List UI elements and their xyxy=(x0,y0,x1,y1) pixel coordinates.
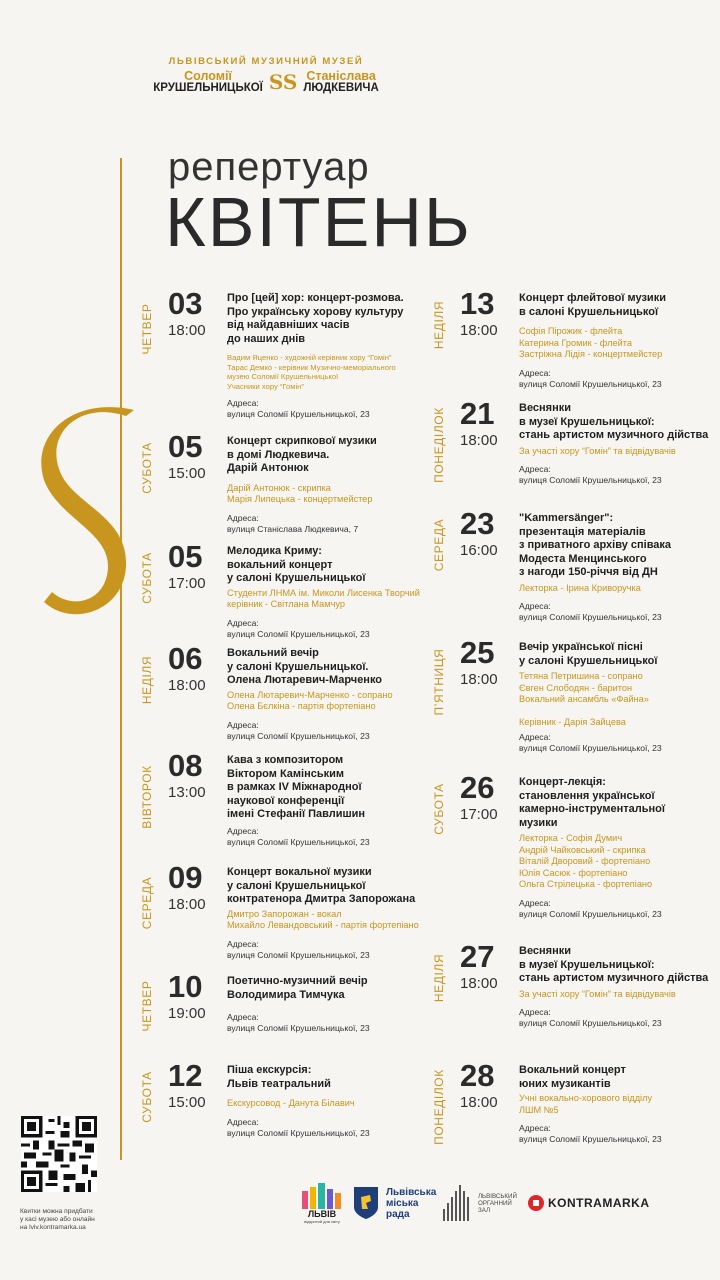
event-weekday: НЕДІЛЯ xyxy=(432,953,446,1003)
month-title: КВІТЕНЬ xyxy=(165,183,472,261)
event-performers: Екскурсовод - Данута Білавич xyxy=(227,1098,355,1108)
museum-logo xyxy=(153,56,379,94)
event-address-label: Адреса: xyxy=(519,731,551,742)
event-address-label: Адреса: xyxy=(227,617,259,628)
event-title: Концерт скрипкової музики в домі Людкевича. Дарій Антонюк xyxy=(227,435,377,474)
event-address: вулиця Соломії Крушельницької, 23 xyxy=(227,1023,370,1033)
event-title: Поетично-музичний вечір Володимира Тимчука xyxy=(227,975,368,1001)
city-council-logo xyxy=(352,1180,436,1226)
event-address: вулиця Соломії Крушельницької, 23 xyxy=(519,475,662,485)
event-date: 08 xyxy=(168,748,203,783)
event-address: вулиця Соломії Крушельницької, 23 xyxy=(227,836,370,847)
event-weekday: ВІВТОРОК xyxy=(140,765,154,829)
event-title: Вокальний концерт юних музикантів xyxy=(519,1064,626,1090)
event-address-label: Адреса: xyxy=(227,825,259,836)
event-performers: Дарій Антонюк - скрипка Марія Липецька - концертмейстер xyxy=(227,482,373,504)
kontramarka-logo[interactable] xyxy=(528,1180,650,1226)
event-card xyxy=(432,770,720,919)
event-performers: Дмитро Запорожан - вокал Михайло Левандовський - партія фортепіано xyxy=(227,908,419,930)
event-title: Концерт вокальної музики у салоні Крушельницької контратенора Дмитра Запорожана xyxy=(227,866,416,905)
event-date: 13 xyxy=(460,286,495,321)
event-date: 28 xyxy=(460,1058,495,1093)
event-performers: За участі хору “Гомін” та відвідувачів xyxy=(519,988,676,999)
event-address: вулиця Соломії Крушельницької, 23 xyxy=(519,1134,662,1144)
event-weekday: СУБОТА xyxy=(432,783,446,835)
event-address: вулиця Соломії Крушельницької, 23 xyxy=(519,742,662,753)
event-weekday: СЕРЕДА xyxy=(432,518,446,572)
event-address-label: Адреса: xyxy=(227,512,259,523)
event-date: 27 xyxy=(460,939,495,974)
event-card xyxy=(432,286,720,402)
lviv-label: ЛЬВІВ xyxy=(307,1208,337,1219)
monogram-icon: SS xyxy=(268,70,298,94)
event-weekday: ПОНЕДІЛОК xyxy=(432,1069,446,1145)
event-title: Піша екскурсія: Львів театральний xyxy=(227,1064,331,1090)
event-weekday: СУБОТА xyxy=(140,442,154,494)
event-weekday: ЧЕТВЕР xyxy=(140,980,154,1032)
event-performers: Тетяна Петришина - сопрано Євген Слободян - баритон Вокальний ансамбль «Файна» Керівник - Дарія Зайцева xyxy=(519,671,649,727)
lviv-city-logo xyxy=(296,1180,348,1226)
event-date: 25 xyxy=(460,635,495,670)
event-time: 13:00 xyxy=(168,784,206,801)
event-performers: Лекторка - Софія Думич Андрій Чайковський - скрипка Віталій Дворовий - фортепіано Юлія Сасюк - фортепіано Ольга Стрілецька - фортепіано xyxy=(519,833,653,889)
event-performers: Лекторка - Ірина Криворучка xyxy=(519,582,641,593)
event-title: Мелодика Криму: вокальний концерт у салоні Крушельницької xyxy=(227,545,366,584)
qr-code-icon[interactable] xyxy=(21,1116,97,1192)
event-date: 05 xyxy=(168,429,203,464)
event-time: 18:00 xyxy=(168,677,206,694)
event-time: 15:00 xyxy=(168,1094,206,1111)
left-name-last: КРУШЕЛЬНИЦЬКОЇ xyxy=(153,82,263,94)
event-title: Веснянки в музеї Крушельницької: стань артистом музичного дійства xyxy=(519,402,709,441)
event-address: вулиця Соломії Крушельницької, 23 xyxy=(227,1127,370,1138)
event-weekday: СУБОТА xyxy=(140,1071,154,1123)
event-card xyxy=(432,635,720,753)
organ-hall-logo xyxy=(442,1180,517,1226)
event-address-label: Адреса: xyxy=(227,1116,259,1127)
event-card xyxy=(140,748,458,864)
event-address: вулиця Соломії Крушельницької, 23 xyxy=(519,1018,662,1028)
lion-shield-icon xyxy=(352,1185,380,1221)
event-address-label: Адреса: xyxy=(227,719,259,730)
event-address-label: Адреса: xyxy=(519,1123,551,1133)
event-weekday: НЕДІЛЯ xyxy=(140,655,154,705)
event-weekday: СУБОТА xyxy=(140,552,154,604)
event-card xyxy=(140,860,458,976)
event-performers: За участі хору “Гомін” та відвідувачів xyxy=(519,445,676,456)
event-title: Концерт-лекція: становлення української камерно-інструментальної музики xyxy=(519,776,665,829)
city-towers-icon xyxy=(300,1183,344,1209)
event-time: 17:00 xyxy=(168,575,206,592)
event-time: 17:00 xyxy=(460,806,498,823)
event-card xyxy=(140,429,458,545)
event-title: Вечір української пісні у салоні Крушельницької xyxy=(519,641,658,667)
event-time: 15:00 xyxy=(168,465,206,482)
kontramarka-label: KONTRAMARKA xyxy=(548,1196,650,1210)
event-address: вулиця Соломії Крушельницької, 23 xyxy=(519,908,662,919)
event-date: 26 xyxy=(460,770,495,805)
event-date: 23 xyxy=(460,506,495,541)
event-card xyxy=(432,1058,720,1174)
event-performers: Олена Лютаревич-Марченко - сопрано Олена Бєлкіна - партія фортепіано xyxy=(227,689,393,711)
event-time: 18:00 xyxy=(460,975,498,992)
organ-hall-label: ЛЬВІВСЬКИЙ ОРГАННИЙ ЗАЛ xyxy=(478,1192,517,1214)
event-address: вулиця Соломії Крушельницької, 23 xyxy=(227,730,370,741)
city-council-label: Львівська міська рада xyxy=(386,1186,437,1220)
event-performers: Софія Пірожик - флейта Катерина Громик - флейта Застрiжна Лідія - концертмейстер xyxy=(519,326,663,359)
event-performers: Учні вокально-хорового відділу ЛШМ №5 xyxy=(519,1093,653,1115)
event-card xyxy=(140,286,458,419)
event-date: 10 xyxy=(168,969,203,1004)
ticket-icon xyxy=(528,1195,544,1211)
event-card xyxy=(432,396,720,512)
event-weekday: ПОНЕДІЛОК xyxy=(432,407,446,483)
event-time: 18:00 xyxy=(460,432,498,449)
event-address: вулиця Соломії Крушельницької, 23 xyxy=(519,612,662,622)
event-date: 09 xyxy=(168,860,203,895)
event-time: 18:00 xyxy=(460,671,498,688)
event-card xyxy=(432,939,720,1055)
event-title: Веснянки в музеї Крушельницької: стань артистом музичного дійства xyxy=(519,945,709,984)
event-performers: Студенти ЛНМА ім. Миколи Лисенка Творчий керівник - Світлана Мамчур xyxy=(227,587,420,609)
event-time: 16:00 xyxy=(460,542,498,559)
vertical-divider xyxy=(120,158,122,1160)
event-weekday: ПʼЯТНИЦЯ xyxy=(432,648,446,716)
event-address: вулиця Соломії Крушельницької, 23 xyxy=(227,628,370,639)
event-address: вулиця Соломії Крушельницької, 23 xyxy=(227,409,370,419)
event-address: вулиця Соломії Крушельницької, 23 xyxy=(227,949,370,960)
event-title: Вокальний вечір у салоні Крушельницької. Олена Лютаревич-Марченко xyxy=(227,647,383,686)
event-address-label: Адреса: xyxy=(519,601,551,611)
event-address-label: Адреса: xyxy=(519,897,551,908)
event-date: 06 xyxy=(168,641,203,676)
event-time: 18:00 xyxy=(460,322,498,339)
event-address-label: Адреса: xyxy=(519,1007,551,1017)
event-address: вулиця Соломії Крушельницької, 23 xyxy=(519,378,662,389)
repertoire-label: репертуар xyxy=(168,145,370,189)
event-performers: Вадим Яценко - художній керівник хору “Гомін” Тарас Демко - керівник Музично-меморіального музею Соломії Крушельницької Учасники хору “Гомін” xyxy=(227,353,396,391)
event-address-label: Адреса: xyxy=(519,464,551,474)
event-time: 18:00 xyxy=(168,896,206,913)
event-title: Концерт флейтової музики в салоні Крушельницької xyxy=(519,292,666,318)
event-address-label: Адреса: xyxy=(227,398,259,408)
right-name-last: ЛЮДКЕВИЧА xyxy=(303,82,379,94)
event-title: "Kammersänger": презентація матеріалів з приватного архіву співака Модеста Менцинського з нагоди 150-річчя від ДН xyxy=(519,512,672,578)
right-name-first: Станіслава xyxy=(306,69,376,83)
event-time: 18:00 xyxy=(460,1094,498,1111)
lviv-subtitle: відкритий для світу xyxy=(304,1218,340,1224)
event-address-label: Адреса: xyxy=(227,938,259,949)
event-card xyxy=(140,1058,458,1174)
tickets-note: Квитки можна придбати у касі музею або онлайн на lviv.kontramarka.ua xyxy=(20,1208,95,1231)
decorative-s-icon xyxy=(38,406,138,630)
event-time: 19:00 xyxy=(168,1005,206,1022)
event-weekday: СЕРЕДА xyxy=(140,876,154,930)
event-title: Кава з композитором Віктором Камінським в рамках IV Міжнародної наукової конференції імені Стефанії Павлишин xyxy=(227,754,366,820)
event-address-label: Адреса: xyxy=(227,1012,259,1022)
event-time: 18:00 xyxy=(168,322,206,339)
event-title: Про [цей] хор: концерт-розмова. Про українську хорову культуру від найдавніших часів до наших днів xyxy=(227,292,404,345)
event-card xyxy=(432,506,720,622)
event-card xyxy=(140,641,458,757)
museum-name: ЛЬВІВСЬКИЙ МУЗИЧНИЙ МУЗЕЙ xyxy=(168,56,364,67)
event-date: 12 xyxy=(168,1058,203,1093)
event-address-label: Адреса: xyxy=(519,367,551,378)
left-name-first: Соломії xyxy=(184,69,232,83)
event-date: 21 xyxy=(460,396,495,431)
event-weekday: НЕДІЛЯ xyxy=(432,300,446,350)
event-weekday: ЧЕТВЕР xyxy=(140,303,154,355)
event-date: 03 xyxy=(168,286,203,321)
organ-pipes-icon xyxy=(442,1183,474,1223)
event-date: 05 xyxy=(168,539,203,574)
event-address: вулиця Станіслава Людкевича, 7 xyxy=(227,523,359,534)
event-card xyxy=(140,539,458,655)
